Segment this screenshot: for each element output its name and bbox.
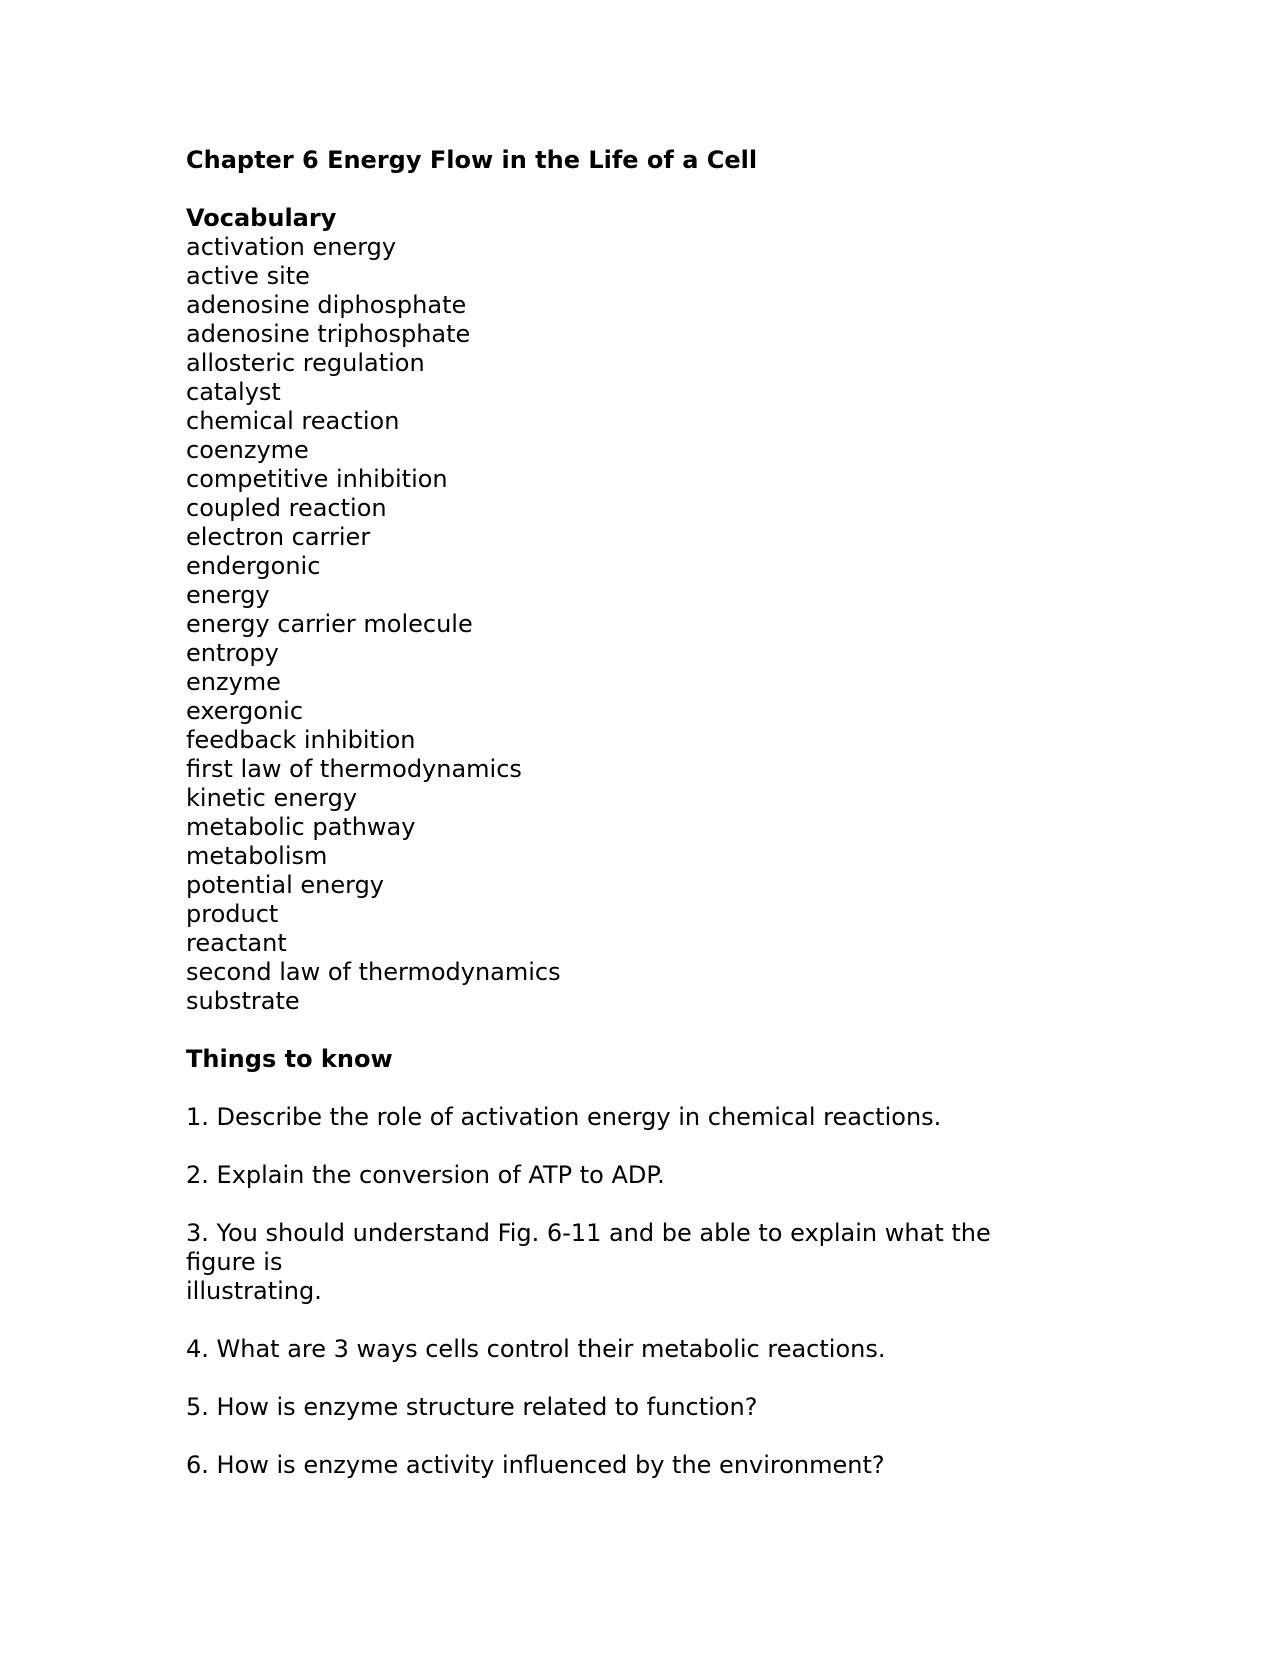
vocabulary-term: coenzyme	[186, 436, 309, 464]
question-item	[186, 1103, 1066, 1132]
vocabulary-term: catalyst	[186, 378, 281, 406]
question-text: 1. Describe the role of activation energy in chemical reactions.	[186, 1103, 942, 1131]
vocabulary-term: energy	[186, 581, 270, 609]
question-item	[186, 1161, 1066, 1190]
question-item	[186, 1451, 1066, 1480]
vocabulary-term: metabolism	[186, 842, 328, 870]
vocabulary-term: exergonic	[186, 697, 304, 725]
question-item	[186, 1393, 1066, 1422]
vocabulary-term: energy carrier molecule	[186, 610, 473, 638]
vocabulary-term: coupled reaction	[186, 494, 387, 522]
question-text: illustrating.	[186, 1277, 322, 1305]
vocabulary-term: product	[186, 900, 279, 928]
things-to-know-heading: Things to know	[186, 1045, 393, 1073]
vocabulary-term: enzyme	[186, 668, 281, 696]
document-page	[186, 146, 1066, 1480]
question-text: 6. How is enzyme activity influenced by the environment?	[186, 1451, 885, 1479]
question-text: 4. What are 3 ways cells control their metabolic reactions.	[186, 1335, 886, 1363]
vocabulary-term: competitive inhibition	[186, 465, 448, 493]
vocabulary-term: entropy	[186, 639, 279, 667]
vocabulary-term: metabolic pathway	[186, 813, 416, 841]
vocabulary-term: feedback inhibition	[186, 726, 416, 754]
vocabulary-term: first law of thermodynamics	[186, 755, 522, 783]
page-title: Chapter 6 Energy Flow in the Life of a Cell	[186, 146, 758, 174]
vocabulary-term: active site	[186, 262, 310, 290]
vocabulary-term: substrate	[186, 987, 300, 1015]
vocabulary-term: reactant	[186, 929, 287, 957]
vocabulary-term: adenosine triphosphate	[186, 320, 471, 348]
vocabulary-term: endergonic	[186, 552, 321, 580]
vocabulary-term: second law of thermodynamics	[186, 958, 561, 986]
things-to-know-list	[186, 1103, 1066, 1480]
vocabulary-term: allosteric regulation	[186, 349, 425, 377]
vocabulary-heading: Vocabulary	[186, 204, 337, 232]
question-text: 3. You should understand Fig. 6-11 and be able to explain what the figure is	[186, 1219, 991, 1276]
question-item	[186, 1335, 1066, 1364]
vocabulary-term: adenosine diphosphate	[186, 291, 467, 319]
vocabulary-term: potential energy	[186, 871, 385, 899]
question-text: 5. How is enzyme structure related to function?	[186, 1393, 758, 1421]
vocabulary-term: kinetic energy	[186, 784, 358, 812]
question-text: 2. Explain the conversion of ATP to ADP.	[186, 1161, 665, 1189]
vocabulary-term: activation energy	[186, 233, 397, 261]
vocabulary-term: chemical reaction	[186, 407, 400, 435]
vocabulary-term: electron carrier	[186, 523, 371, 551]
vocabulary-list	[186, 233, 1066, 1016]
question-item	[186, 1219, 1066, 1306]
